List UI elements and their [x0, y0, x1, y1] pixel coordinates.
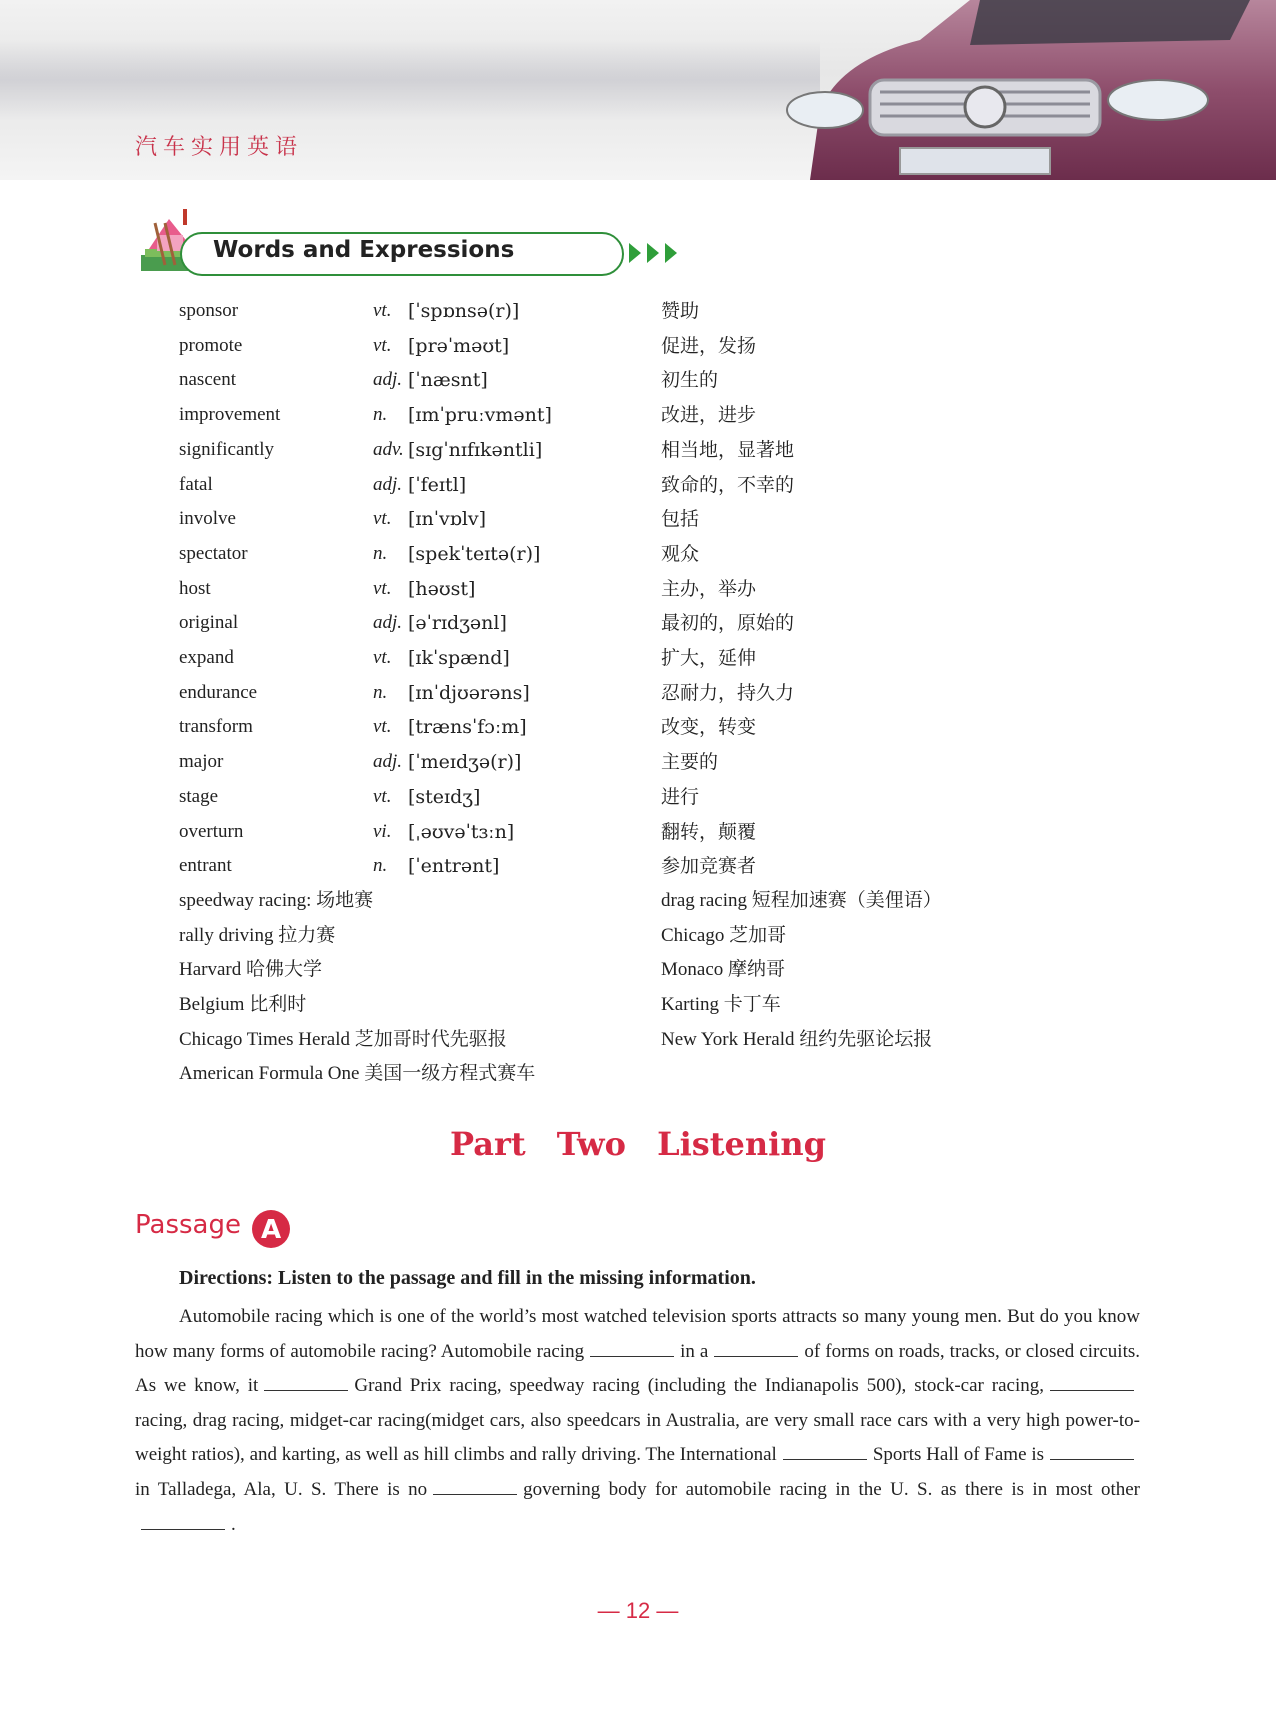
book-title: 汽车实用英语 [135, 135, 304, 160]
vocab-ipa: [trænsˈfɔːm] [408, 716, 527, 739]
vocab-ipa: [ɪkˈspænd] [408, 647, 510, 669]
vocab-zh: 相当地，显著地 [661, 438, 795, 461]
passage-text [135, 1300, 1140, 1542]
vocab-word: endurance [179, 681, 258, 703]
passage-segment: in a [680, 1340, 709, 1362]
passage-segment: Sports Hall of Fame is [872, 1444, 1044, 1466]
vocab-zh: 促进，发扬 [661, 334, 757, 357]
vocab-zh: 初生的 [661, 369, 719, 392]
vocab-zh: 最初的，原始的 [661, 612, 795, 635]
vocab-ipa: [ˈmeɪdʒə(r)] [408, 751, 522, 774]
phrase-left: rally driving 拉力赛 [179, 924, 336, 946]
vocab-pos: adj. [373, 369, 403, 391]
vocab-ipa: [steɪdʒ] [408, 785, 481, 808]
words-expressions-header [135, 205, 555, 280]
passage-segment: . [231, 1513, 236, 1535]
fill-blank[interactable] [141, 1511, 225, 1530]
vocab-zh: 观众 [661, 542, 700, 565]
vocab-pos: n. [373, 404, 388, 426]
fill-blank[interactable] [783, 1441, 867, 1460]
vocab-pos: vt. [373, 647, 392, 668]
vocab-pos: n. [373, 681, 388, 703]
part-title: Listening [657, 1125, 826, 1163]
vocab-word: stage [179, 785, 219, 807]
header-banner [0, 0, 1276, 180]
vocab-ipa: [ɪnˈvɒlv] [408, 508, 487, 531]
part-two-heading [0, 1125, 1276, 1163]
vocab-pos: vt. [373, 508, 392, 530]
vocab-ipa: [həʊst] [408, 577, 476, 600]
car-image [780, 0, 1276, 180]
vocab-ipa: [ˈnæsnt] [408, 369, 488, 392]
phrase-left: Harvard 哈佛大学 [179, 959, 322, 981]
vocab-zh: 扩大，延伸 [661, 647, 757, 669]
vocab-word: spectator [179, 542, 248, 564]
vocab-word: nascent [179, 369, 236, 391]
vocab-pos: adj. [373, 612, 403, 634]
phrase-right: New York Herald 纽约先驱论坛报 [661, 1028, 933, 1050]
vocab-zh: 改进，进步 [661, 404, 757, 427]
vocab-word: involve [179, 508, 236, 530]
vocab-zh: 参加竞赛者 [661, 855, 757, 878]
passage-badge-letter: A [260, 1215, 282, 1245]
passage-segment: Grand Prix racing, speedway racing (including the Indianapolis 500), stock-car racing, [354, 1375, 1044, 1397]
vocab-pos: adj. [373, 473, 403, 495]
triple-arrow-icon [627, 241, 683, 265]
vocab-zh: 致命的，不幸的 [661, 473, 795, 496]
phrase-right: Chicago 芝加哥 [661, 924, 787, 946]
fill-blank[interactable] [264, 1372, 348, 1391]
phrase-left: American Formula One 美国一级方程式赛车 [179, 1063, 536, 1085]
vocab-ipa: [prəˈməʊt] [408, 334, 510, 357]
vocab-zh: 翻转，颠覆 [661, 820, 757, 843]
passage-segment: racing, drag racing, midget-car racing(midget cars, also speedcars in Australia, are very small race cars with a very high power-to-weight ratios), and karting, as well as hill climbs and rally driving. The International [135, 1409, 1140, 1466]
vocab-ipa: [ˈspɒnsə(r)] [408, 300, 520, 322]
vocab-pos: vt. [373, 334, 392, 356]
vocab-ipa: [spekˈteɪtə(r)] [408, 542, 541, 565]
phrase-right: drag racing 短程加速赛（美俚语） [661, 889, 942, 911]
vocab-ipa: [əˈrɪdʒənl] [408, 612, 507, 635]
passage-segment: of forms on roads, tracks, or closed circuits. As we know, it [135, 1340, 1141, 1397]
vocab-word: significantly [179, 438, 274, 460]
directions: Directions: Listen to the passage and fill in the missing information. [179, 1267, 756, 1289]
fill-blank[interactable] [590, 1338, 674, 1357]
vocab-pos: n. [373, 542, 388, 564]
vocab-zh: 主办，举办 [661, 577, 757, 600]
vocab-word: promote [179, 334, 243, 356]
vocab-word: expand [179, 647, 234, 668]
vocab-word: transform [179, 716, 253, 738]
vocab-pos: vt. [373, 785, 392, 807]
vocab-word: original [179, 612, 239, 634]
vocab-word: sponsor [179, 300, 239, 321]
phrase-left: speedway racing: 场地赛 [179, 889, 374, 911]
vocab-pos: vi. [373, 820, 392, 842]
mist-background [0, 40, 820, 120]
vocab-word: entrant [179, 855, 232, 877]
vocab-pos: vt. [373, 716, 392, 738]
vocab-pos: n. [373, 855, 388, 877]
phrase-right: Karting 卡丁车 [661, 994, 781, 1015]
passage-segment: in Talladega, Ala, U. S. There is no [135, 1478, 428, 1500]
phrase-left: Belgium 比利时 [179, 994, 307, 1015]
passage-badge-icon [251, 1209, 291, 1249]
vocab-word: host [179, 577, 211, 599]
fill-blank[interactable] [1050, 1372, 1134, 1391]
passage-label: Passage [135, 1210, 241, 1240]
vocab-ipa: [ˈentrənt] [408, 855, 500, 878]
vocab-zh: 忍耐力，持久力 [661, 681, 795, 704]
vocab-ipa: [ˈfeɪtl] [408, 473, 467, 496]
vocab-zh: 赞助 [661, 300, 700, 322]
vocab-zh: 主要的 [661, 751, 719, 774]
vocab-word: fatal [179, 473, 213, 495]
vocab-ipa: [ɪnˈdjʊərəns] [408, 681, 530, 704]
vocab-pos: adj. [373, 751, 403, 773]
passage-segment: governing body for automobile racing in the U. S. as there is in most other [523, 1478, 1141, 1500]
vocab-zh: 包括 [661, 508, 700, 531]
fill-blank[interactable] [1050, 1441, 1134, 1460]
fill-blank[interactable] [714, 1338, 798, 1357]
vocab-pos: vt. [373, 577, 392, 599]
fill-blank[interactable] [433, 1476, 517, 1495]
vocab-ipa: [ɪmˈpruːvmənt] [408, 404, 552, 427]
part-label: Part Two [450, 1125, 626, 1163]
phrase-right: Monaco 摩纳哥 [661, 959, 786, 981]
vocab-word: overturn [179, 820, 244, 842]
vocab-zh: 改变，转变 [661, 716, 757, 739]
vocab-pos: vt. [373, 300, 392, 321]
vocab-zh: 进行 [661, 785, 700, 808]
phrase-left: Chicago Times Herald 芝加哥时代先驱报 [179, 1028, 507, 1050]
vocab-ipa: [sɪgˈnɪfɪkəntli] [408, 438, 543, 461]
vocab-ipa: [ˌəʊvəˈtɜːn] [408, 820, 515, 843]
page-number: — 12 — [597, 1598, 679, 1623]
vocab-word: improvement [179, 404, 281, 426]
vocab-word: major [179, 751, 224, 773]
section-title: Words and Expressions [213, 237, 515, 263]
vocab-pos: adv. [373, 438, 404, 460]
passage-segment: Automobile racing which is one of the world’s most watched television sports attracts so many young men. But do you know how many forms of automobile racing? Automobile racing [135, 1306, 1140, 1362]
